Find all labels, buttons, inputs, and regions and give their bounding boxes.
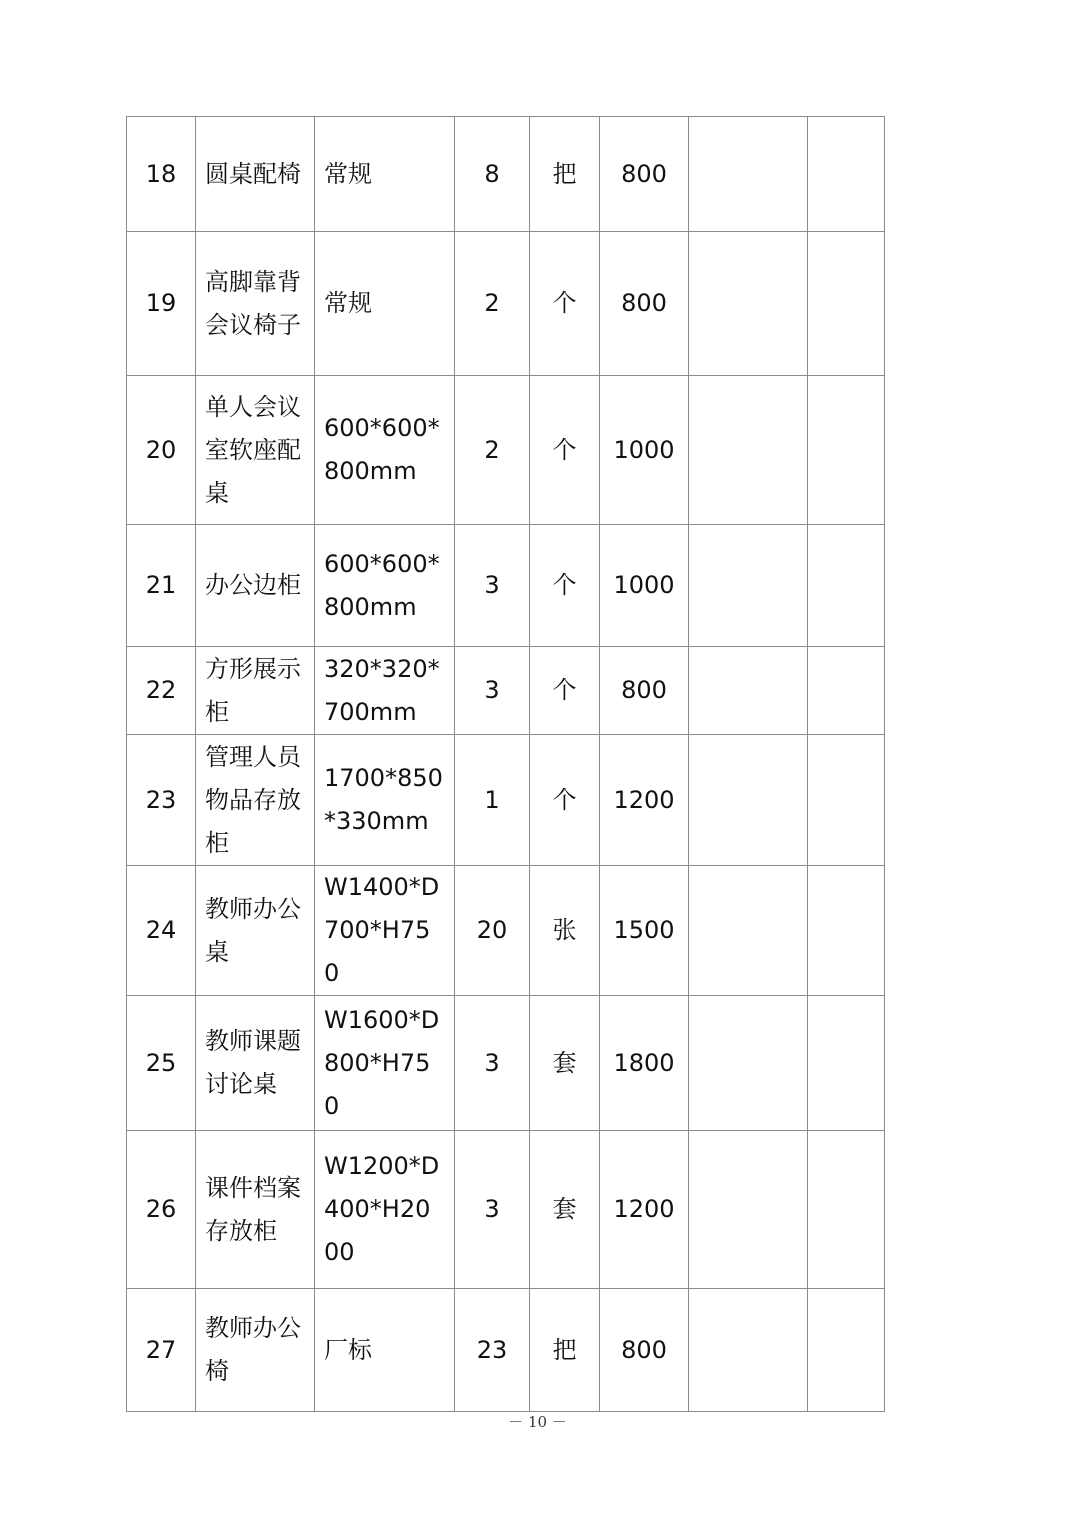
item-spec: 常规 [315,117,455,232]
item-name: 教师办公椅 [196,1289,315,1412]
empty-cell [808,996,885,1131]
table-row [127,647,885,735]
item-quantity: 2 [455,376,530,525]
table-row [127,232,885,376]
item-quantity: 3 [455,1131,530,1289]
item-price: 1200 [600,1131,689,1289]
empty-cell [689,647,808,735]
empty-cell [808,525,885,647]
table-row [127,525,885,647]
item-price: 1800 [600,996,689,1131]
empty-cell [689,376,808,525]
item-name: 圆桌配椅 [196,117,315,232]
item-spec: 常规 [315,232,455,376]
item-name: 办公边柜 [196,525,315,647]
item-spec: 600*600*800mm [315,376,455,525]
empty-cell [689,735,808,866]
item-name: 教师课题讨论桌 [196,996,315,1131]
table-row [127,866,885,996]
empty-cell [808,376,885,525]
item-price: 1000 [600,376,689,525]
table-row [127,735,885,866]
item-price: 1000 [600,525,689,647]
empty-cell [808,647,885,735]
item-spec: W1200*D400*H2000 [315,1131,455,1289]
item-quantity: 3 [455,647,530,735]
item-name: 方形展示柜 [196,647,315,735]
table-row [127,1289,885,1412]
item-name: 单人会议室软座配桌 [196,376,315,525]
item-quantity: 1 [455,735,530,866]
table-row [127,117,885,232]
item-unit: 个 [530,735,600,866]
item-unit: 把 [530,117,600,232]
item-quantity: 20 [455,866,530,996]
item-unit: 个 [530,376,600,525]
table-row [127,996,885,1131]
item-price: 800 [600,117,689,232]
item-unit: 个 [530,525,600,647]
item-quantity: 8 [455,117,530,232]
item-price: 800 [600,647,689,735]
empty-cell [689,866,808,996]
item-name: 管理人员物品存放柜 [196,735,315,866]
item-quantity: 3 [455,525,530,647]
item-unit: 套 [530,1131,600,1289]
item-quantity: 2 [455,232,530,376]
item-name: 课件档案存放柜 [196,1131,315,1289]
furniture-table [126,116,885,1412]
item-price: 1200 [600,735,689,866]
row-number: 26 [127,1131,196,1289]
empty-cell [689,232,808,376]
row-number: 25 [127,996,196,1131]
row-number: 22 [127,647,196,735]
item-quantity: 23 [455,1289,530,1412]
row-number: 23 [127,735,196,866]
empty-cell [689,525,808,647]
row-number: 21 [127,525,196,647]
item-unit: 个 [530,647,600,735]
empty-cell [808,1131,885,1289]
item-price: 1500 [600,866,689,996]
item-name: 教师办公桌 [196,866,315,996]
empty-cell [689,1131,808,1289]
row-number: 20 [127,376,196,525]
empty-cell [808,1289,885,1412]
empty-cell [808,232,885,376]
empty-cell [689,996,808,1131]
item-spec: 600*600*800mm [315,525,455,647]
row-number: 27 [127,1289,196,1412]
row-number: 19 [127,232,196,376]
empty-cell [689,1289,808,1412]
item-quantity: 3 [455,996,530,1131]
table-row [127,376,885,525]
item-price: 800 [600,1289,689,1412]
empty-cell [689,117,808,232]
page-number: － 10 － [508,1413,567,1431]
item-spec: 1700*850*330mm [315,735,455,866]
empty-cell [808,866,885,996]
table-row [127,1131,885,1289]
item-spec: 厂标 [315,1289,455,1412]
item-spec: W1600*D800*H750 [315,996,455,1131]
row-number: 24 [127,866,196,996]
item-unit: 个 [530,232,600,376]
item-spec: 320*320*700mm [315,647,455,735]
item-unit: 套 [530,996,600,1131]
item-unit: 把 [530,1289,600,1412]
item-price: 800 [600,232,689,376]
item-name: 高脚靠背会议椅子 [196,232,315,376]
empty-cell [808,735,885,866]
empty-cell [808,117,885,232]
row-number: 18 [127,117,196,232]
item-unit: 张 [530,866,600,996]
item-spec: W1400*D700*H750 [315,866,455,996]
